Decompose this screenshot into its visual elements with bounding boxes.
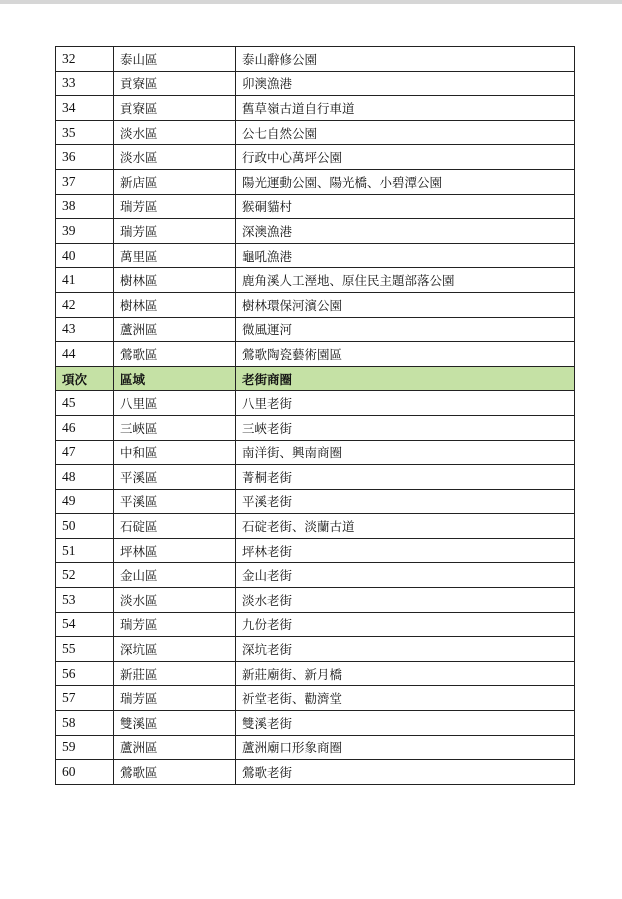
location-name-cell: 卯澳漁港 bbox=[236, 71, 575, 96]
location-name-cell: 三峽老街 bbox=[236, 415, 575, 440]
item-number-cell: 34 bbox=[56, 96, 114, 121]
district-cell: 樹林區 bbox=[114, 268, 236, 293]
location-name-cell: 金山老街 bbox=[236, 563, 575, 588]
table-row bbox=[56, 120, 575, 145]
item-number-cell: 35 bbox=[56, 120, 114, 145]
table-row bbox=[56, 489, 575, 514]
location-name-cell: 深澳漁港 bbox=[236, 219, 575, 244]
item-number-cell: 43 bbox=[56, 317, 114, 342]
table-row bbox=[56, 342, 575, 367]
table-row bbox=[56, 47, 575, 72]
table-row bbox=[56, 637, 575, 662]
location-name-cell: 南洋街、興南商圈 bbox=[236, 440, 575, 465]
table-row bbox=[56, 391, 575, 416]
table-row bbox=[56, 440, 575, 465]
section-header-row bbox=[56, 366, 575, 391]
table-row bbox=[56, 612, 575, 637]
location-name-cell: 舊草嶺古道自行車道 bbox=[236, 96, 575, 121]
item-number-cell: 40 bbox=[56, 243, 114, 268]
table-row bbox=[56, 514, 575, 539]
item-number-cell: 36 bbox=[56, 145, 114, 170]
item-number-cell: 39 bbox=[56, 219, 114, 244]
district-cell: 金山區 bbox=[114, 563, 236, 588]
item-number-cell: 58 bbox=[56, 711, 114, 736]
item-number-cell: 38 bbox=[56, 194, 114, 219]
district-cell: 鶯歌區 bbox=[114, 342, 236, 367]
item-number-cell: 33 bbox=[56, 71, 114, 96]
location-name-cell: 樹林環保河濱公園 bbox=[236, 292, 575, 317]
sites-table-body bbox=[56, 47, 575, 785]
location-name-cell: 陽光運動公園、陽光橋、小碧潭公園 bbox=[236, 169, 575, 194]
district-cell: 新店區 bbox=[114, 169, 236, 194]
item-number-cell: 42 bbox=[56, 292, 114, 317]
district-cell: 鶯歌區 bbox=[114, 760, 236, 785]
table-row bbox=[56, 711, 575, 736]
item-number-cell: 53 bbox=[56, 588, 114, 613]
location-name-cell: 九份老街 bbox=[236, 612, 575, 637]
district-cell: 萬里區 bbox=[114, 243, 236, 268]
district-cell: 平溪區 bbox=[114, 465, 236, 490]
location-name-cell: 行政中心萬坪公園 bbox=[236, 145, 575, 170]
district-cell: 蘆洲區 bbox=[114, 735, 236, 760]
location-name-cell: 石碇老街、淡蘭古道 bbox=[236, 514, 575, 539]
table-row bbox=[56, 686, 575, 711]
location-name-cell: 深坑老街 bbox=[236, 637, 575, 662]
item-number-cell: 52 bbox=[56, 563, 114, 588]
table-row bbox=[56, 71, 575, 96]
location-name-cell: 平溪老街 bbox=[236, 489, 575, 514]
district-cell: 淡水區 bbox=[114, 120, 236, 145]
location-name-cell: 鶯歌老街 bbox=[236, 760, 575, 785]
item-number-cell: 44 bbox=[56, 342, 114, 367]
district-cell: 瑞芳區 bbox=[114, 194, 236, 219]
table-row bbox=[56, 292, 575, 317]
header-item-number-cell: 項次 bbox=[56, 366, 114, 391]
table-row bbox=[56, 465, 575, 490]
location-name-cell: 新莊廟街、新月橋 bbox=[236, 661, 575, 686]
header-district-cell: 區域 bbox=[114, 366, 236, 391]
location-name-cell: 公七自然公園 bbox=[236, 120, 575, 145]
item-number-cell: 54 bbox=[56, 612, 114, 637]
district-cell: 雙溪區 bbox=[114, 711, 236, 736]
table-row bbox=[56, 563, 575, 588]
item-number-cell: 60 bbox=[56, 760, 114, 785]
table-row bbox=[56, 735, 575, 760]
item-number-cell: 46 bbox=[56, 415, 114, 440]
item-number-cell: 47 bbox=[56, 440, 114, 465]
table-row bbox=[56, 588, 575, 613]
item-number-cell: 51 bbox=[56, 538, 114, 563]
page-top-edge bbox=[0, 0, 622, 4]
location-name-cell: 淡水老街 bbox=[236, 588, 575, 613]
district-cell: 蘆洲區 bbox=[114, 317, 236, 342]
district-cell: 八里區 bbox=[114, 391, 236, 416]
location-name-cell: 菁桐老街 bbox=[236, 465, 575, 490]
district-cell: 瑞芳區 bbox=[114, 612, 236, 637]
item-number-cell: 55 bbox=[56, 637, 114, 662]
table-row bbox=[56, 169, 575, 194]
location-name-cell: 鹿角溪人工溼地、原住民主題部落公園 bbox=[236, 268, 575, 293]
district-cell: 淡水區 bbox=[114, 145, 236, 170]
item-number-cell: 49 bbox=[56, 489, 114, 514]
district-cell: 三峽區 bbox=[114, 415, 236, 440]
district-cell: 平溪區 bbox=[114, 489, 236, 514]
district-cell: 瑞芳區 bbox=[114, 686, 236, 711]
location-name-cell: 微風運河 bbox=[236, 317, 575, 342]
item-number-cell: 56 bbox=[56, 661, 114, 686]
district-cell: 樹林區 bbox=[114, 292, 236, 317]
item-number-cell: 45 bbox=[56, 391, 114, 416]
location-name-cell: 坪林老街 bbox=[236, 538, 575, 563]
table-row bbox=[56, 538, 575, 563]
table-row bbox=[56, 415, 575, 440]
location-name-cell: 祈堂老街、勸濟堂 bbox=[236, 686, 575, 711]
location-name-cell: 猴硐貓村 bbox=[236, 194, 575, 219]
location-name-cell: 雙溪老街 bbox=[236, 711, 575, 736]
table-row bbox=[56, 219, 575, 244]
header-location-name-cell: 老街商圈 bbox=[236, 366, 575, 391]
item-number-cell: 37 bbox=[56, 169, 114, 194]
table-row bbox=[56, 243, 575, 268]
table-row bbox=[56, 317, 575, 342]
table-row bbox=[56, 194, 575, 219]
item-number-cell: 32 bbox=[56, 47, 114, 72]
location-name-cell: 泰山辭修公園 bbox=[236, 47, 575, 72]
district-cell: 瑞芳區 bbox=[114, 219, 236, 244]
district-cell: 新莊區 bbox=[114, 661, 236, 686]
district-cell: 淡水區 bbox=[114, 588, 236, 613]
table-row bbox=[56, 661, 575, 686]
location-name-cell: 鶯歌陶瓷藝術園區 bbox=[236, 342, 575, 367]
location-name-cell: 龜吼漁港 bbox=[236, 243, 575, 268]
district-cell: 貢寮區 bbox=[114, 96, 236, 121]
table-row bbox=[56, 268, 575, 293]
district-cell: 貢寮區 bbox=[114, 71, 236, 96]
district-cell: 中和區 bbox=[114, 440, 236, 465]
location-name-cell: 蘆洲廟口形象商圈 bbox=[236, 735, 575, 760]
item-number-cell: 48 bbox=[56, 465, 114, 490]
district-cell: 坪林區 bbox=[114, 538, 236, 563]
item-number-cell: 57 bbox=[56, 686, 114, 711]
table-row bbox=[56, 145, 575, 170]
table-row bbox=[56, 96, 575, 121]
district-cell: 石碇區 bbox=[114, 514, 236, 539]
item-number-cell: 50 bbox=[56, 514, 114, 539]
district-cell: 深坑區 bbox=[114, 637, 236, 662]
item-number-cell: 41 bbox=[56, 268, 114, 293]
table-row bbox=[56, 760, 575, 785]
location-name-cell: 八里老街 bbox=[236, 391, 575, 416]
sites-table bbox=[55, 46, 575, 785]
district-cell: 泰山區 bbox=[114, 47, 236, 72]
item-number-cell: 59 bbox=[56, 735, 114, 760]
